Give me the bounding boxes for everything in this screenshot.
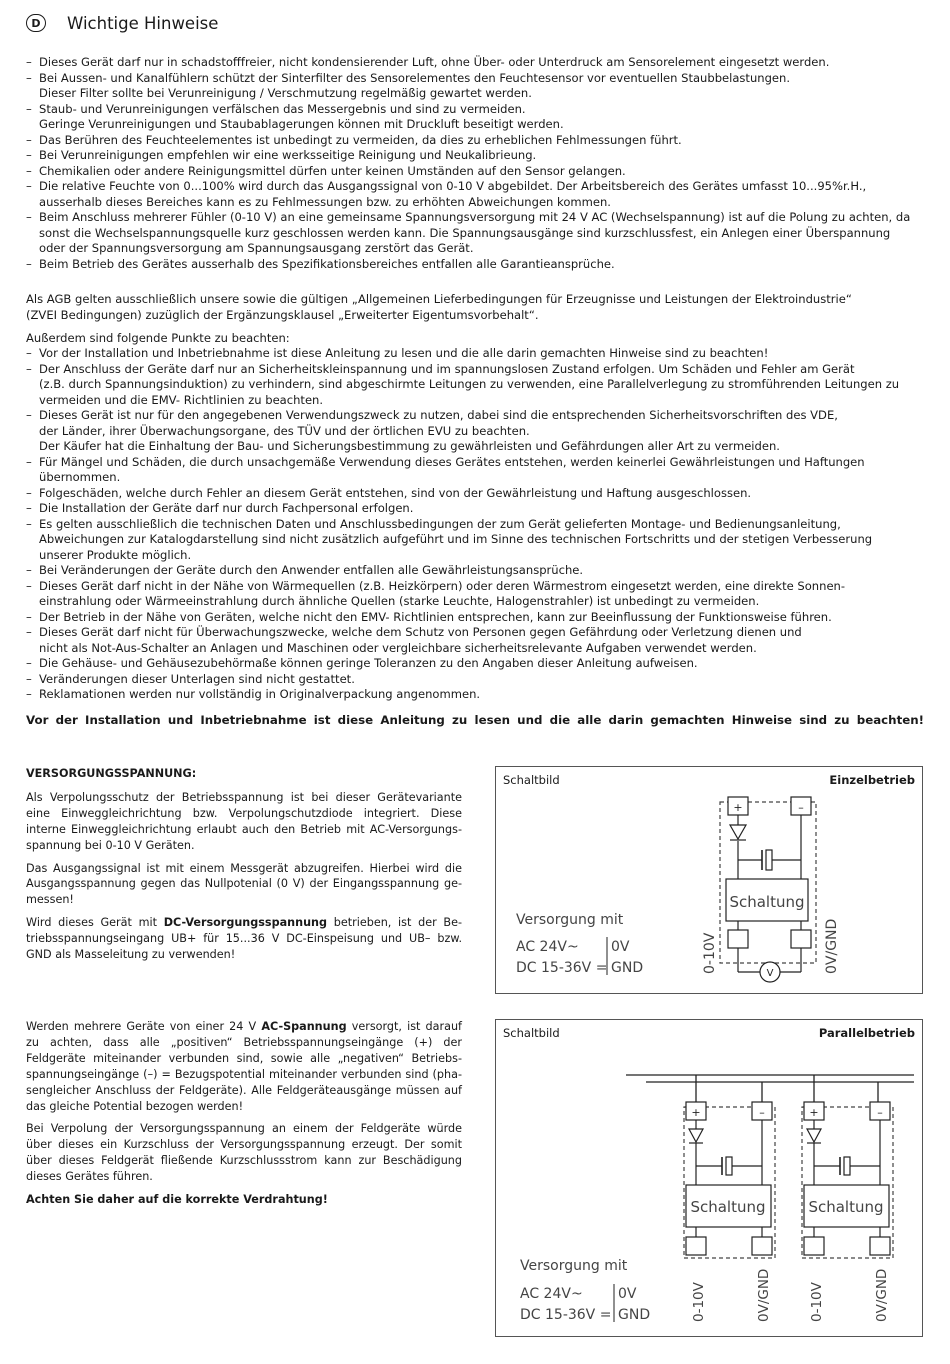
list-item: – Beim Betrieb des Gerätes ausserhalb des Spezifikationsbereiches entfallen alle Garantieansprüche. <box>26 257 926 273</box>
list-item: – Dieses Gerät darf nicht für Überwachungszwecke, welche dem Schutz von Personen gegen Gefährdung oder Verletzung dienen und nicht als Not-Aus-Schalter an Anlagen und Maschinen oder vergleichbare sicherheitsrelevante Aufgaben verwendet werden. <box>26 625 926 656</box>
output-signal-label: 0-10V <box>691 1282 707 1322</box>
list-item: – Die Installation der Geräte darf nur durch Fachpersonal erfolgen. <box>26 501 926 517</box>
agb-paragraph: Als AGB gelten ausschließlich unsere sowie die gültigen „Allgemeinen Lieferbedingungen für Erzeugnisse und Leistungen der Elektroindustrie“ (ZVEI Bedingungen) zuzüglich der Ergänzungsklausel „Erweiterter Eigentumsvorbehalt“. <box>26 292 852 322</box>
list-item: – Es gelten ausschließlich die technischen Daten und Anschlussbedingungen der zum Gerät gelieferten Montage- und Bedienungsanleitung, Abweichungen zur Katalogdarstellung sind nicht zusätzlich aufgeführt und im Sinne des technischen Fortschritts und der stetigen Verbesserung unserer Produkte möglich. <box>26 517 926 564</box>
output-gnd-label: 0V/GND <box>756 1268 772 1322</box>
diagram-mode: Parallelbetrieb <box>818 1026 915 1040</box>
ac-label: AC 24V~ <box>516 939 579 955</box>
list-item: – Bei Veränderungen der Geräte durch den Anwender entfallen alle Gewährleistungsansprüche. <box>26 563 926 579</box>
list-item: – Dieses Gerät darf nicht in der Nähe von Wärmequellen (z.B. Heizkörpern) oder deren Wärmestrom eingesetzt werden, eine direkte Sonnen- einstrahlung oder Wärmeeinstrahlung durch ähnliche Quellen (starke Leuchte, Halogenstrahler) ist unbedingt zu vermeiden. <box>26 579 926 610</box>
paragraph: Als Verpolungsschutz der Betriebsspannung ist bei dieser Gerätevariante eine Einweggleichrichtung bzw. Verpolungschutzdiode integriert. Diese interne Einweggleichrichtung erlaubt auch den Betrieb mit AC-Versorgungs-spannung bei 0-10 V Geräten. <box>26 790 462 852</box>
page-header <box>26 11 218 35</box>
paragraph: Achten Sie daher auf die korrekte Verdrahtung! <box>26 1193 328 1207</box>
diagram-label: Schaltbild <box>503 773 560 787</box>
paragraph: Wird dieses Gerät mit DC-Versorgungsspannung betrieben, ist der Be-triebsspannungseingang UB+ für 15...36 V DC-Einspeisung und UB– bzw. GND als Masseleitung zu verwenden! <box>26 916 462 962</box>
zero-v-label: 0V <box>618 1286 637 1302</box>
punkte-list <box>26 346 926 703</box>
circuit-einzel <box>496 767 924 995</box>
schaltung-label: Schaltung <box>690 1198 766 1216</box>
plus-terminal: + <box>691 1106 701 1119</box>
section-heading: VERSORGUNGSSPANNUNG: <box>26 767 197 780</box>
list-item: – Die Gehäuse- und Gehäusezubehörmaße können geringe Toleranzen zu den Angaben dieser Anleitung aufweisen. <box>26 656 926 672</box>
schaltung-label: Schaltung <box>729 893 805 911</box>
plus-terminal: + <box>809 1106 819 1119</box>
paragraph: Bei Verpolung der Versorgungsspannung an einem der Feldgeräte würde über dieses ein Kurzschluss der Versorgungsspannung erzeugt. Der somit über dieses Feldgerät fließende Kurzschlussstrom kann zur Beschädigung dieses Gerätes führen. <box>26 1122 462 1184</box>
output-gnd-label: 0V/GND <box>824 918 840 974</box>
voltmeter-symbol: V <box>766 968 774 979</box>
zero-v-label: 0V <box>611 939 630 955</box>
diagram-label: Schaltbild <box>503 1026 560 1040</box>
gnd-label: GND <box>611 960 644 976</box>
plus-terminal: + <box>733 801 743 814</box>
ac-label: AC 24V~ <box>520 1286 583 1302</box>
diagram-mode: Einzelbetrieb <box>829 773 915 787</box>
list-item: – Chemikalien oder andere Reinigungsmittel dürfen unter keinen Umständen auf den Sensor gelangen. <box>26 164 926 180</box>
dc-label: DC 15-36V = <box>516 960 608 976</box>
list-item: – Dieses Gerät darf nur in schadstofffreier, nicht kondensierender Luft, ohne Über- oder Unterdruck am Sensorelement eingesetzt werden. <box>26 55 926 71</box>
output-gnd-label: 0V/GND <box>874 1268 890 1322</box>
circuit-parallel <box>496 1020 924 1338</box>
gnd-label: GND <box>618 1307 651 1323</box>
hinweise-list <box>26 55 926 272</box>
list-item: – Der Betrieb in der Nähe von Geräten, welche nicht den EMV- Richtlinien entsprechen, kann zur Beeinflussung der Funktionsweise führen. <box>26 610 926 626</box>
minus-terminal: – <box>798 801 804 814</box>
list-item: – Beim Anschluss mehrerer Fühler (0-10 V) an eine gemeinsame Spannungsversorgung mit 24 V AC (Wechselspannung) ist auf die Polung zu achten, da sonst die Wechselspannungsquelle kurz geschlossen werden kann. Die Spannungsausgänge sind kurzschlussfest, ein Anlegen einer Überspannung oder der Spannungsversorgung am Spannungsausgang zerstört das Gerät. <box>26 210 926 257</box>
paragraph: Das Ausgangssignal ist mit einem Messgerät abzugreifen. Hierbei wird die Ausgangsspannung gegen das Nullpotenial (0 V) der Eingangsspannung ge-messen! <box>26 861 462 907</box>
output-signal-label: 0-10V <box>702 932 718 974</box>
schaltbild-parallelbetrieb <box>495 1019 923 1337</box>
list-item: – Bei Verunreinigungen empfehlen wir eine werksseitige Reinigung und Neukalibrieung. <box>26 148 926 164</box>
list-item: – Reklamationen werden nur vollständig in Originalverpackung angenommen. <box>26 687 926 703</box>
versorgung-label: Versorgung mit <box>520 1258 628 1274</box>
list-item: – Das Berühren des Feuchteelementes ist unbedingt zu vermeiden, da dies zu erheblichen Fehlmessungen führt. <box>26 133 926 149</box>
list-item: – Veränderungen dieser Unterlagen sind nicht gestattet. <box>26 672 926 688</box>
dc-label: DC 15-36V = <box>520 1307 612 1323</box>
list-item: – Die relative Feuchte von 0...100% wird durch das Ausgangssignal von 0-10 V abgebildet. Der Arbeitsbereich des Gerätes umfasst 10...95%r.H., ausserhalb dieses Bereiches kann es zu Fehlmessungen bzw. zu erhöhten Abweichungen kommen. <box>26 179 926 210</box>
list-item: – Bei Aussen- und Kanalfühlern schützt der Sinterfilter des Sensorelementes den Feuchtesensor vor eventuellen Staubbelastungen. Dieser Filter sollte bei Verunreinigung / Verschmutzung regelmäßig gewartet werden. <box>26 71 926 102</box>
list-item: – Folgeschäden, welche durch Fehler an diesem Gerät entstehen, sind von der Gewährleistung und Haftung ausgeschlossen. <box>26 486 926 502</box>
minus-terminal: – <box>877 1106 883 1119</box>
versorgung-label: Versorgung mit <box>516 912 624 928</box>
list-item: – Für Mängel und Schäden, die durch unsachgemäße Verwendung dieses Gerätes entstehen, werden keinerlei Gewährleistungen und Haftungen übernommen. <box>26 455 926 486</box>
list-item: – Staub- und Verunreinigungen verfälschen das Messergebnis und sind zu vermeiden. Geringe Verunreinigungen und Staubablagerungen können mit Druckluft beseitigt werden. <box>26 102 926 133</box>
list-item: – Dieses Gerät ist nur für den angegebenen Verwendungszweck zu nutzen, dabei sind die entsprechenden Sicherheitsvorschriften des VDE, der Länder, ihrer Überwachungsorgane, des TÜV und der örtlichen EVU zu beachten. Der Käufer hat die Einhaltung der Bau- und Sicherungsbestimmung zu gewährleisten und Gefährdungen aller Art zu vermeiden. <box>26 408 926 455</box>
parallel-section <box>26 1019 462 1215</box>
schaltbild-einzelbetrieb <box>495 766 923 994</box>
output-signal-label: 0-10V <box>809 1282 825 1322</box>
page-title: Wichtige Hinweise <box>67 13 219 33</box>
list-item: – Vor der Installation und Inbetriebnahme ist diese Anleitung zu lesen und die alle darin gemachten Hinweise sind zu beachten! <box>26 346 926 362</box>
warning-text: Vor der Installation und Inbetriebnahme ist diese Anleitung zu lesen und die alle darin gemachten Hinweise sind zu beachten! <box>26 713 924 727</box>
schaltung-label: Schaltung <box>808 1198 884 1216</box>
list-item: – Der Anschluss der Geräte darf nur an Sicherheitskleinspannung und im spannungslosen Zustand erfolgen. Um Schäden und Fehler am Gerät (z.B. durch Spannungsinduktion) zu verhindern, sind abgeschirmte Leitungen zu verwenden, eine Parallelverlegung zu stromführenden Leitungen zu vermeiden und die EMV- Richtlinien zu beachten. <box>26 362 926 409</box>
ausserdem-heading: Außerdem sind folgende Punkte zu beachten: <box>26 331 290 345</box>
minus-terminal: – <box>759 1106 765 1119</box>
language-badge: D <box>26 14 46 32</box>
paragraph: Werden mehrere Geräte von einer 24 V AC-Spannung versorgt, ist darauf zu achten, dass alle „positiven“ Betriebsspannungseingänge (+) der Feldgeräte miteinander verbunden sind, sowie alle „negativen“ Betriebs-spannungseingänge (–) = Bezugspotential miteinander verbunden sind (pha-sengleicher Anschluss der Feldgeräte). Alle Feldgeräteausgänge müssen auf das gleiche Potential bezogen werden! <box>26 1020 462 1113</box>
versorgung-section <box>26 766 462 970</box>
